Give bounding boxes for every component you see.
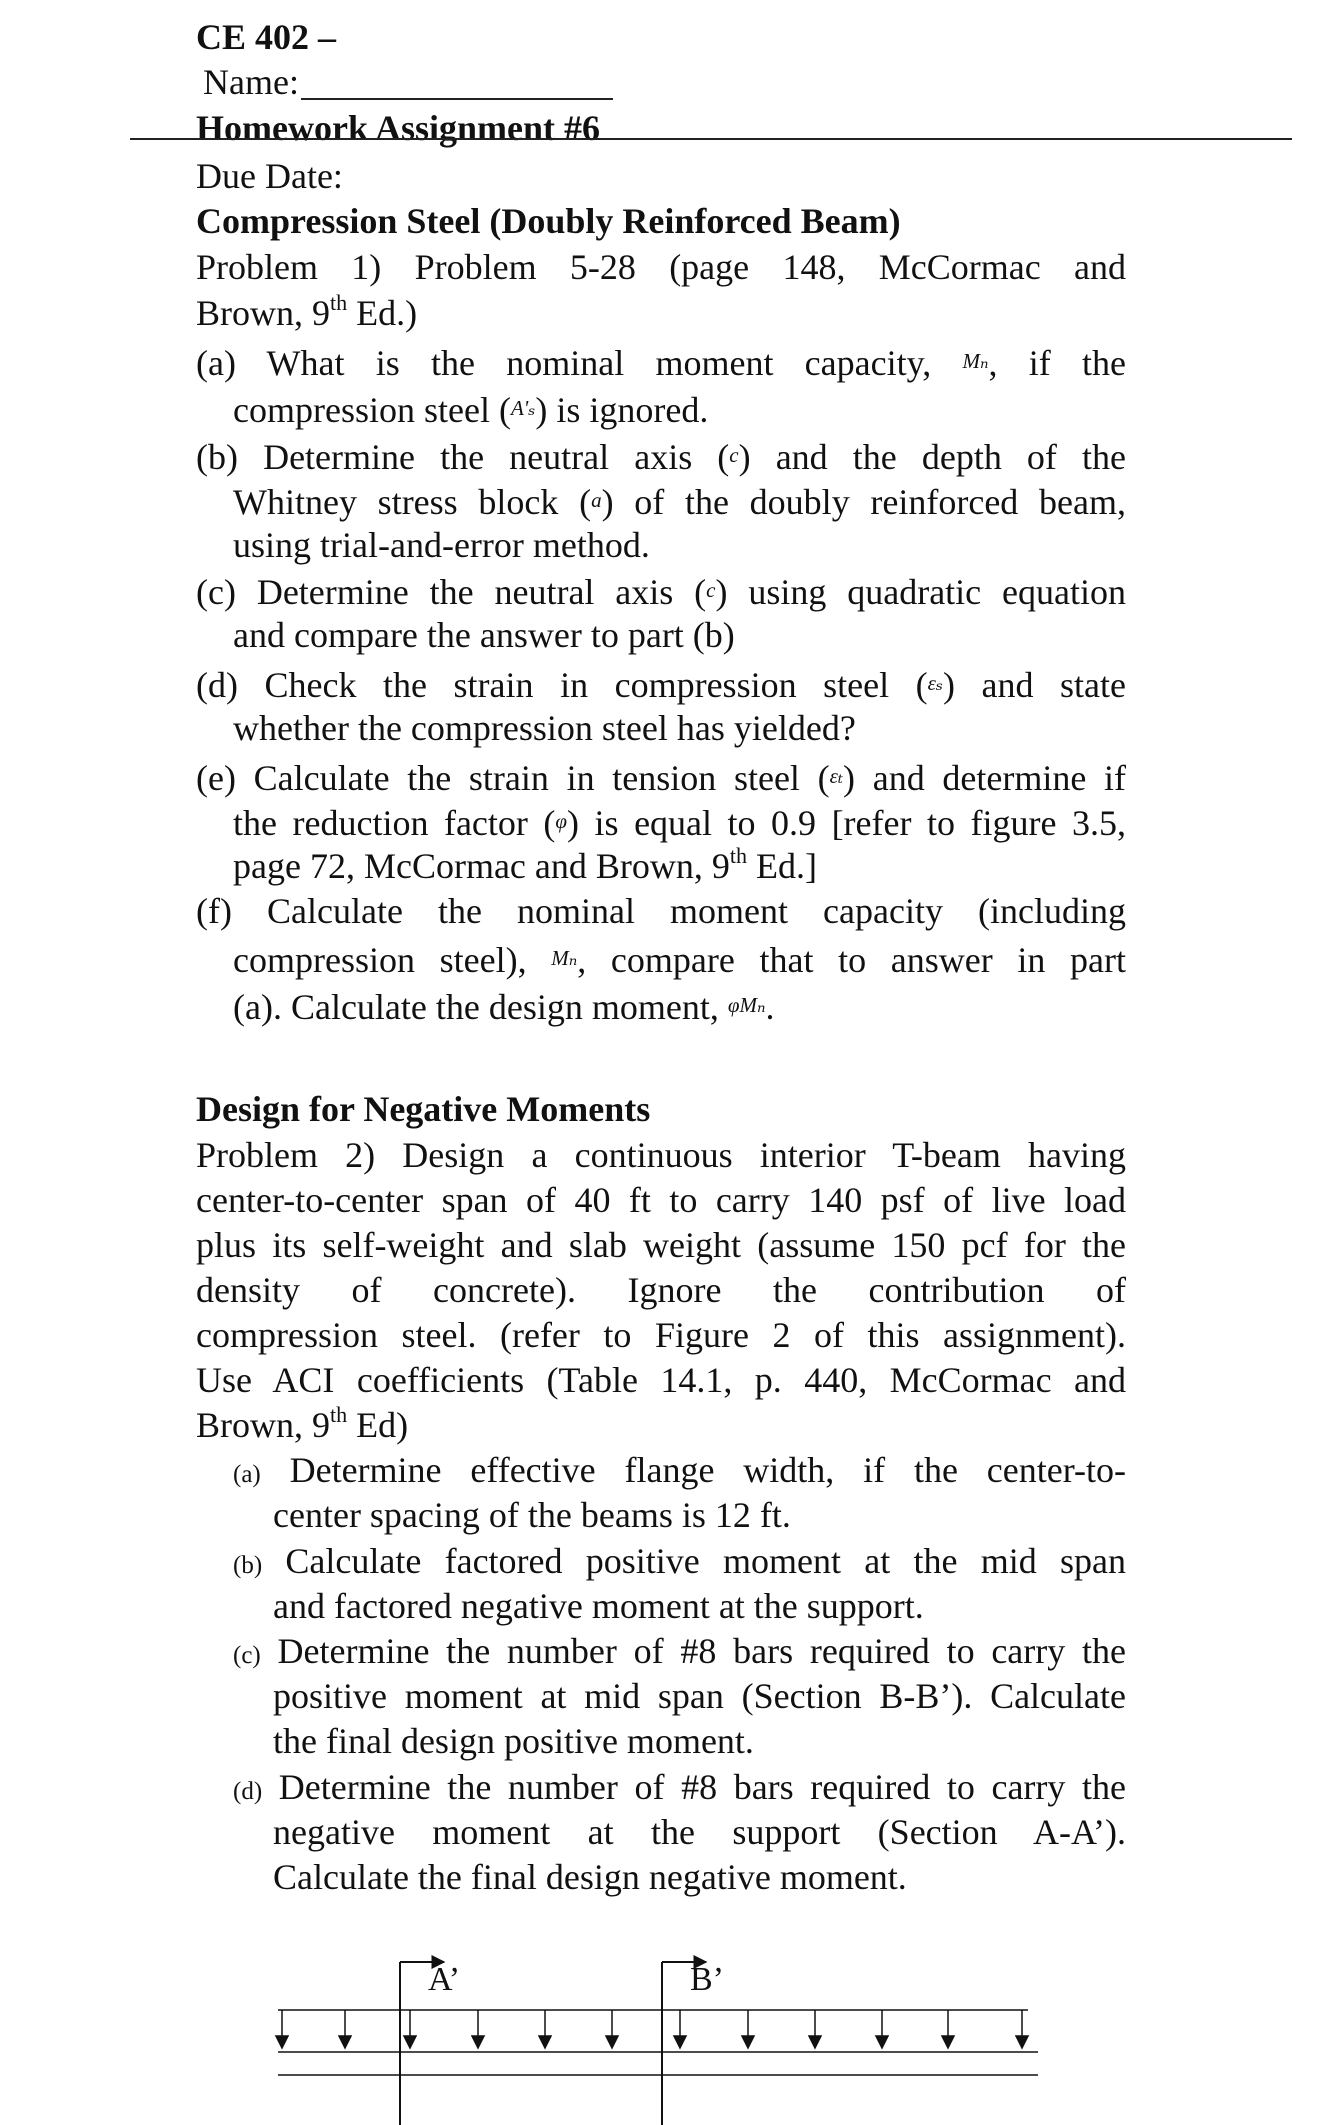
problem1-line2 — [196, 290, 417, 336]
p2-part-b-line2: and factored negative moment at the support. — [273, 1586, 924, 1626]
part-b-text: (b) Determine the neutral axis ( — [196, 437, 730, 477]
part-label: (c) — [233, 1642, 261, 1669]
p2-part-b-text: Calculate factored positive moment at the mid span — [262, 1541, 1126, 1581]
symbol-phi: φ — [555, 809, 568, 833]
part-a-line2-end: ) is ignored. — [535, 390, 709, 430]
part-d-text: (d) Check the strain in compression steel ( — [196, 665, 928, 705]
problem1-line2-text: Brown, 9 — [196, 293, 330, 333]
beam-load-figure — [0, 1930, 1320, 2125]
part-f-line1: (f) Calculate the nominal moment capacity (including — [196, 891, 1126, 931]
part-label: (b) — [233, 1552, 263, 1579]
symbol-epsilon-t: εₜ — [829, 764, 844, 788]
superscript: th — [729, 843, 748, 868]
part-e-text-end: ) and determine if — [843, 758, 1126, 798]
part-c-text-end: ) using quadratic equation — [715, 572, 1126, 612]
problem2-line1: Problem 2) Design a continuous interior T-beam having — [196, 1135, 1126, 1175]
part-label: (a) — [233, 1461, 261, 1488]
symbol-c: c — [706, 578, 716, 602]
symbol-mn: Mₙ — [962, 349, 989, 373]
part-d-line2: whether the compression steel has yielded? — [233, 708, 856, 748]
part-b-line2-end: ) of the doubly reinforced beam, — [601, 482, 1126, 522]
part-d-line1 — [196, 660, 1126, 708]
part-f-line3 — [233, 982, 774, 1030]
problem1-line1: Problem 1) Problem 5-28 (page 148, McCormac and — [196, 247, 1126, 287]
part-a-text: (a) What is the nominal moment capacity, — [196, 343, 932, 383]
part-e-line2 — [233, 798, 1126, 846]
p2-part-c-line2: positive moment at mid span (Section B-B’). Calculate — [273, 1676, 1126, 1716]
superscript: th — [330, 1402, 348, 1427]
section1-heading: Compression Steel (Doubly Reinforced Beam) — [196, 201, 901, 241]
symbol-c: c — [729, 443, 739, 467]
p2-part-d-line2: negative moment at the support (Section A-A’). — [273, 1812, 1126, 1852]
p2-part-d-line3: Calculate the final design negative moment. — [273, 1857, 907, 1897]
part-c-line2: and compare the answer to part (b) — [233, 615, 735, 655]
part-e-line3-end: Ed.] — [747, 846, 817, 886]
section-a-label: A’ — [428, 1961, 461, 1998]
problem2-line7-text: Brown, 9 — [196, 1405, 330, 1445]
problem2-line7-end: Ed) — [347, 1405, 409, 1445]
p2-part-c-text: Determine the number of #8 bars required to carry the — [260, 1631, 1126, 1671]
superscript: th — [330, 290, 348, 315]
p2-part-d-text: Determine the number of #8 bars required to carry the — [262, 1767, 1126, 1807]
symbol-a: a — [591, 488, 602, 512]
part-f-line3-end: . — [765, 987, 775, 1027]
p2-part-c-line1 — [233, 1628, 1126, 1679]
p2-part-d-line1 — [233, 1764, 1126, 1815]
part-c-text: (c) Determine the neutral axis ( — [196, 572, 707, 612]
course-title: CE 402 – — [196, 17, 337, 57]
symbol-epsilon-s: εₛ — [927, 671, 943, 695]
p2-part-c-line3: the final design positive moment. — [273, 1721, 754, 1761]
assignment-title: Homework Assignment #6 — [196, 108, 600, 148]
part-b-line1 — [196, 432, 1126, 480]
symbol-mn: Mₙ — [551, 946, 578, 970]
p2-part-a-line2: center spacing of the beams is 12 ft. — [273, 1495, 791, 1535]
load-arrows — [276, 2010, 1028, 2048]
part-f-line2-text: compression steel), — [233, 940, 527, 980]
part-b-text-end: ) and the depth of the — [738, 437, 1126, 477]
header-divider — [130, 138, 1292, 140]
part-c-line1 — [196, 567, 1126, 615]
problem2-line2: center-to-center span of 40 ft to carry 140 psf of live load — [196, 1180, 1126, 1220]
p2-part-a-text: Determine effective flange width, if the center-to- — [260, 1450, 1126, 1490]
part-f-line2 — [233, 935, 1126, 983]
problem2-line5: compression steel. (refer to Figure 2 of this assignment). — [196, 1315, 1126, 1355]
problem2-line4: density of concrete). Ignore the contribution of — [196, 1270, 1126, 1310]
part-label: (d) — [233, 1778, 263, 1805]
part-f-line3-text: (a). Calculate the design moment, — [233, 987, 719, 1027]
part-e-text: (e) Calculate the strain in tension steel ( — [196, 758, 830, 798]
part-e-line1 — [196, 753, 1126, 801]
part-e-line3-text: page 72, McCormac and Brown, 9 — [233, 846, 730, 886]
part-b-line3: using trial-and-error method. — [233, 525, 650, 565]
part-d-text-end: ) and state — [942, 665, 1127, 705]
section2-heading: Design for Negative Moments — [196, 1089, 651, 1129]
problem2-line3: plus its self-weight and slab weight (assume 150 pcf for the — [196, 1225, 1126, 1265]
part-e-line3 — [233, 843, 817, 889]
name-field — [203, 59, 613, 105]
p2-part-a-line1 — [233, 1447, 1126, 1498]
name-blank-line — [301, 62, 613, 100]
problem2-line7 — [196, 1402, 408, 1448]
symbol-phi-mn: φMₙ — [727, 993, 766, 1017]
due-date-label: Due Date: — [196, 156, 343, 196]
p2-part-b-line1 — [233, 1538, 1126, 1589]
part-b-line2 — [233, 477, 1126, 525]
name-label: Name: — [203, 62, 299, 102]
part-f-line2-end: , compare that to answer in part — [577, 940, 1126, 980]
part-a-line1 — [196, 338, 1126, 386]
problem1-line2-end: Ed.) — [347, 293, 418, 333]
part-a-text-end: , if the — [988, 343, 1126, 383]
problem2-line6: Use ACI coefficients (Table 14.1, p. 440, McCormac and — [196, 1360, 1126, 1400]
part-e-line2-text: the reduction factor ( — [233, 803, 556, 843]
part-e-line2-end: ) is equal to 0.9 [refer to figure 3.5, — [567, 803, 1126, 843]
part-b-line2-text: Whitney stress block ( — [233, 482, 592, 522]
part-a-line2 — [233, 385, 708, 433]
symbol-as-prime: A'ₛ — [510, 396, 536, 420]
part-a-line2-text: compression steel ( — [233, 390, 511, 430]
section-b-label: B’ — [690, 1961, 724, 1998]
